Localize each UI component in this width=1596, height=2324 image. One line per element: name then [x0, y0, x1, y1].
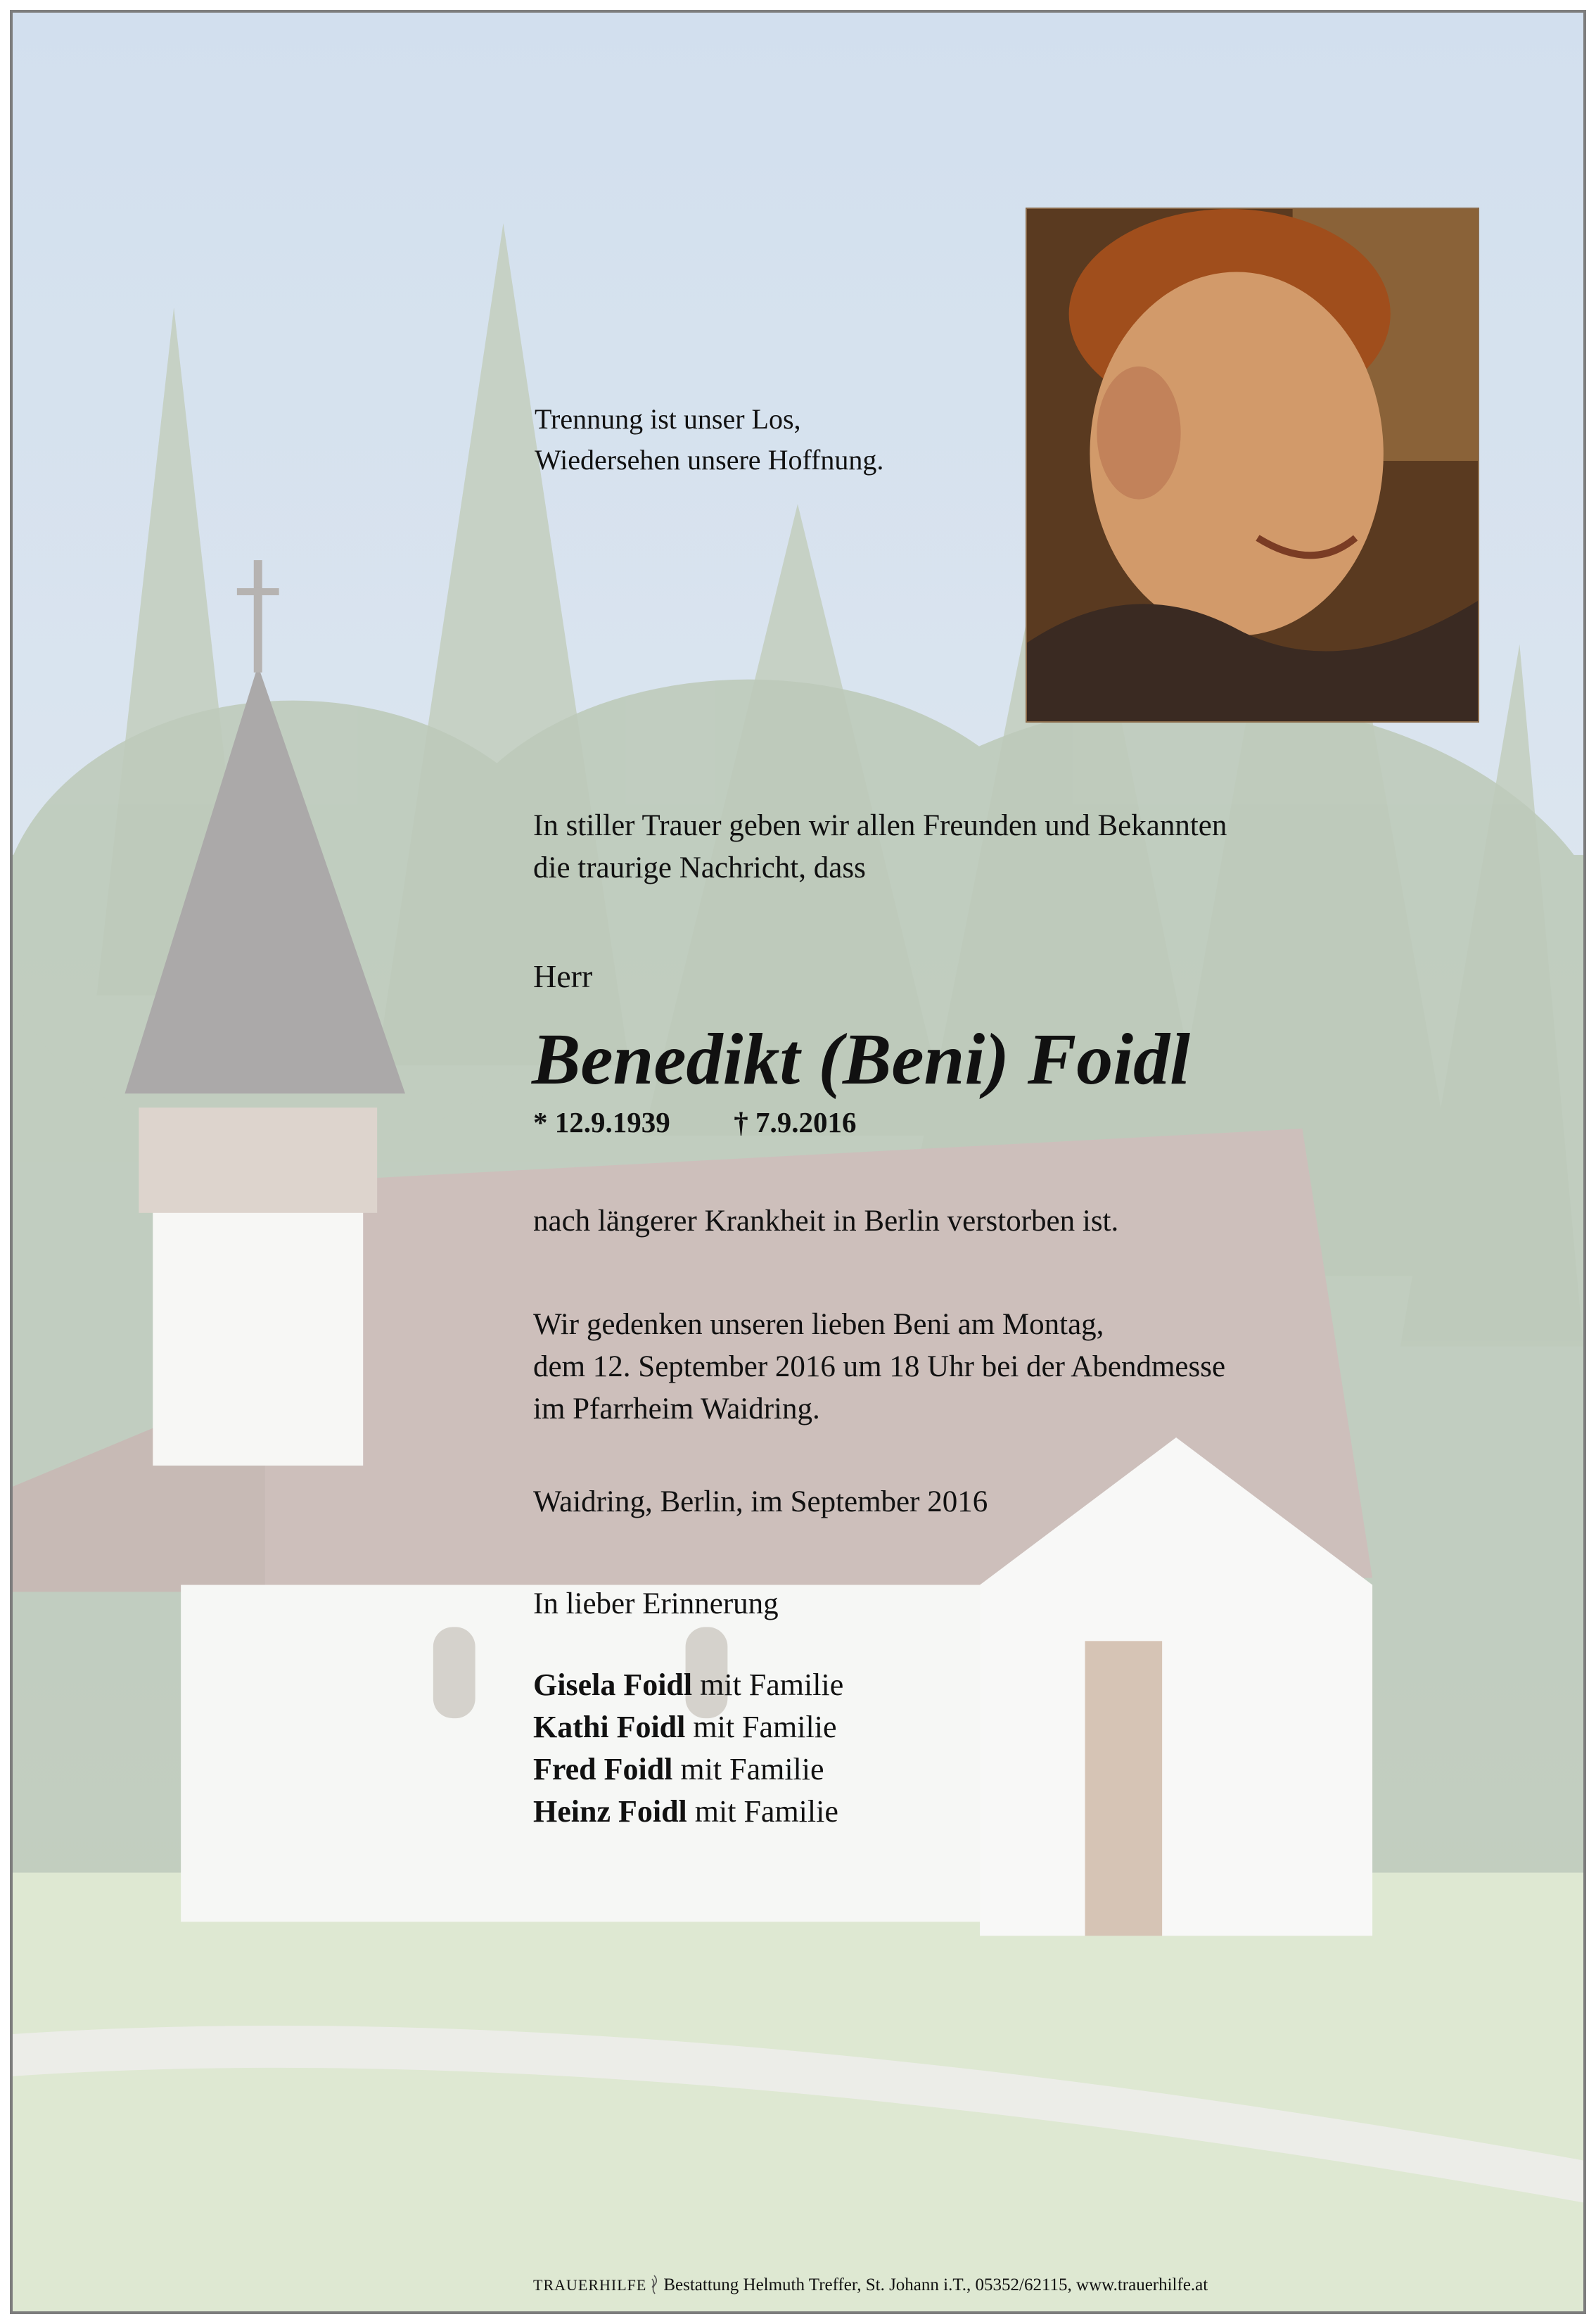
mourner-row	[533, 1706, 843, 1748]
death-date: † 7.9.2016	[734, 1106, 857, 1138]
place-date: Waidring, Berlin, im September 2016	[533, 1485, 988, 1518]
mourner-row	[533, 1748, 843, 1791]
deceased-name: Benedikt (Beni) Foidl	[532, 1019, 1190, 1100]
quote-line-2: Wiedersehen unsere Hoffnung.	[535, 444, 884, 476]
memorial-line-2: dem 12. September 2016 um 18 Uhr bei der Abendmesse	[533, 1350, 1226, 1383]
memorial-notice	[533, 1304, 1225, 1430]
footer	[533, 2275, 1208, 2295]
announcement	[533, 805, 1227, 889]
mourner-name: Kathi Foidl	[533, 1710, 686, 1744]
mourners-list	[533, 1664, 843, 1833]
quote	[535, 399, 883, 481]
mourner-name: Fred Foidl	[533, 1752, 673, 1786]
portrait-photo	[1026, 208, 1479, 723]
mourner-row	[533, 1791, 843, 1833]
salutation: Herr	[533, 958, 593, 994]
life-dates	[533, 1105, 857, 1139]
memorial-line-1: Wir gedenken unseren lieben Beni am Montag,	[533, 1308, 1104, 1341]
mourner-name: Heinz Foidl	[533, 1794, 687, 1829]
announcement-line-1: In stiller Trauer geben wir allen Freunden und Bekannten	[533, 809, 1227, 842]
hand-logo-icon	[649, 2275, 659, 2294]
mourner-suffix: mit Familie	[694, 1794, 838, 1829]
mourner-suffix: mit Familie	[700, 1668, 844, 1702]
footer-text: Bestattung Helmuth Treffer, St. Johann i.T., 05352/62115, www.trauerhilfe.at	[663, 2275, 1208, 2294]
footer-brand: TRAUERHILFE	[533, 2276, 647, 2294]
card-frame	[10, 10, 1586, 2314]
mourner-name: Gisela Foidl	[533, 1668, 693, 1702]
remembrance-heading: In lieber Erinnerung	[533, 1587, 779, 1620]
memorial-line-3: im Pfarrheim Waidring.	[533, 1392, 820, 1425]
death-note: nach längerer Krankheit in Berlin verstorben ist.	[533, 1205, 1119, 1238]
mourner-row	[533, 1664, 843, 1706]
announcement-line-2: die traurige Nachricht, dass	[533, 851, 866, 884]
quote-line-1: Trennung ist unser Los,	[535, 403, 801, 435]
mourner-suffix: mit Familie	[680, 1752, 824, 1786]
mourner-suffix: mit Familie	[693, 1710, 837, 1744]
birth-date: * 12.9.1939	[533, 1106, 670, 1138]
